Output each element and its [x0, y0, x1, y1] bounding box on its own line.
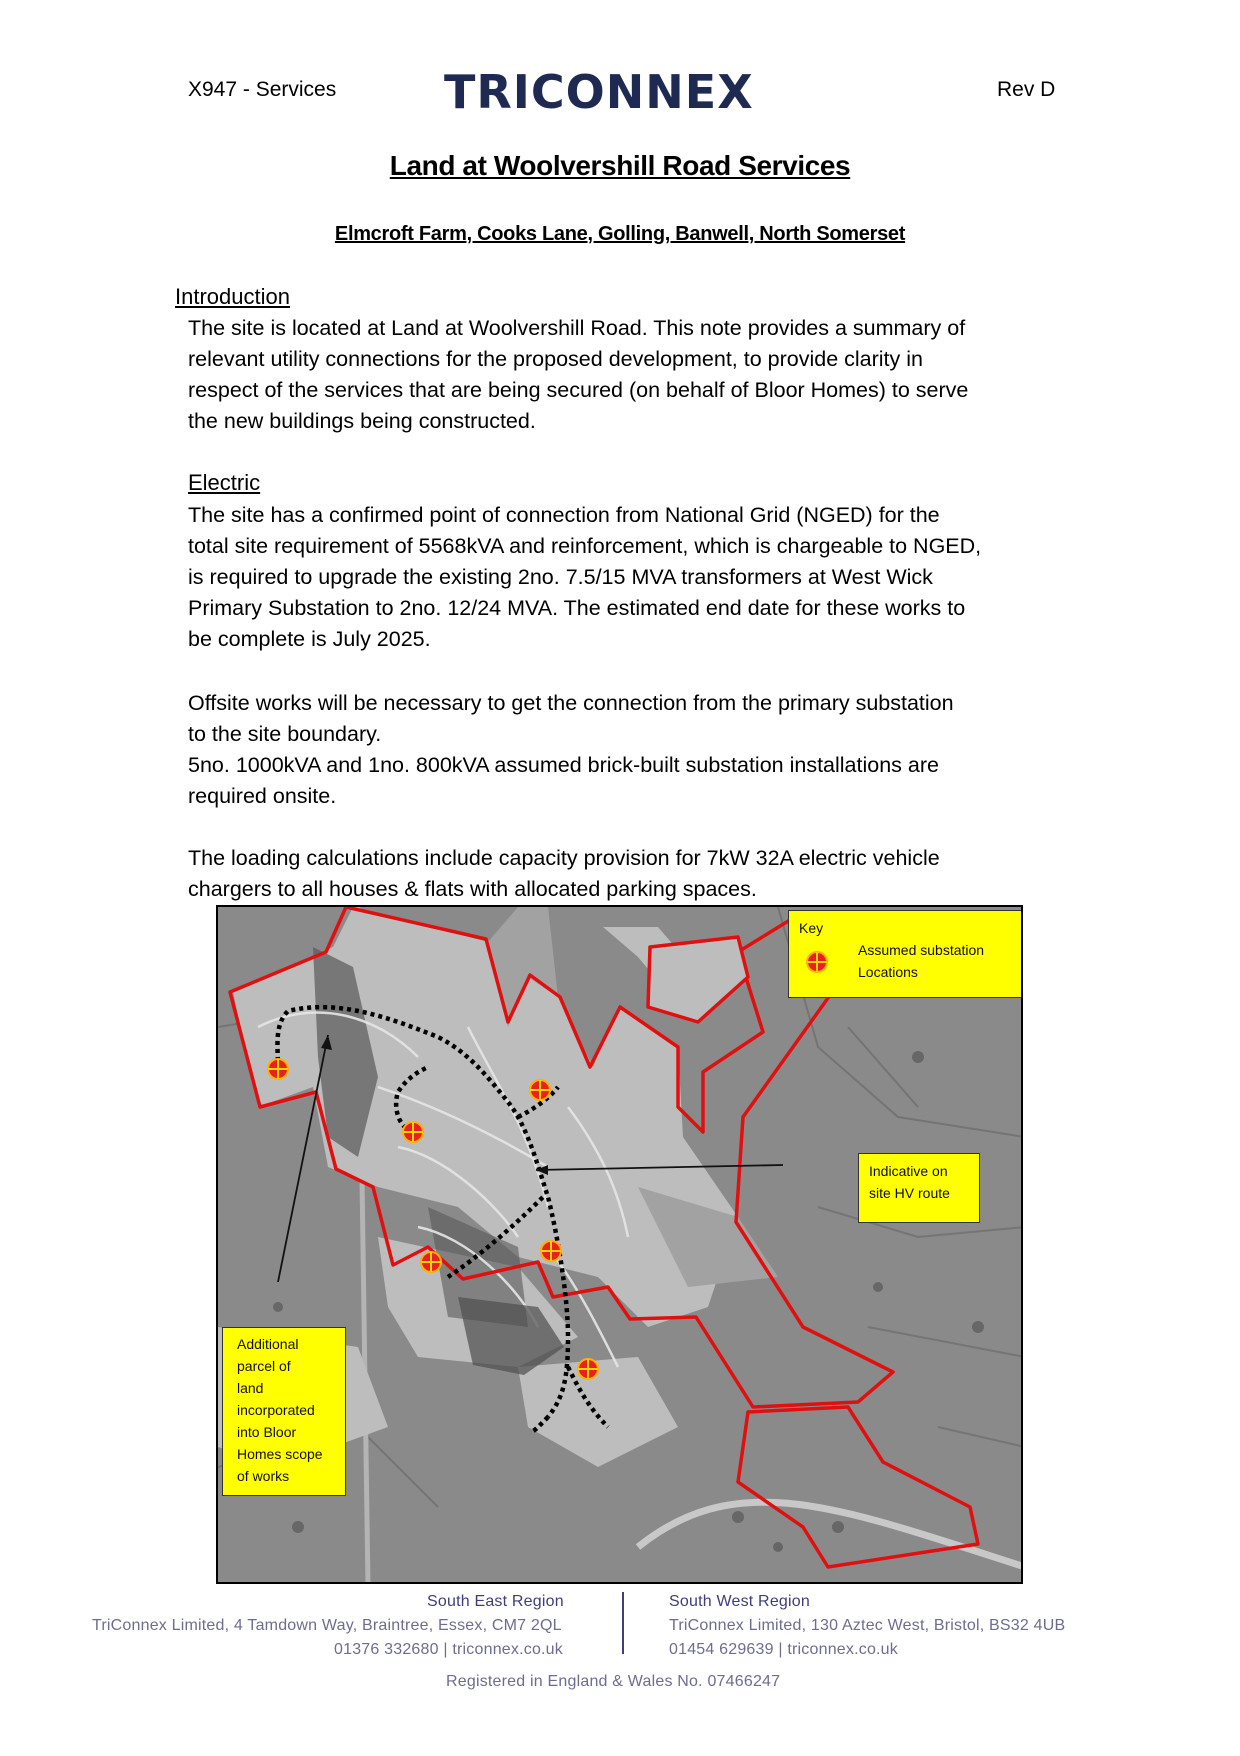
text-line: total site requirement of 5568kVA and reinforcement, which is chargeable to NGED, — [188, 534, 982, 558]
callout-line: land — [237, 1380, 264, 1396]
text-line: relevant utility connections for the proposed development, to provide clarity in — [188, 347, 923, 371]
callout-line: Homes scope — [237, 1446, 323, 1462]
text-line: Offsite works will be necessary to get the connection from the primary substation — [188, 691, 954, 715]
text-line: The site has a confirmed point of connection from National Grid (NGED) for the — [188, 503, 940, 527]
footer-sw-address: TriConnex Limited, 130 Aztec West, Bristol, BS32 4UB — [669, 1617, 1066, 1634]
footer-sw-contact[interactable]: 01454 629639 | triconnex.co.uk — [669, 1641, 898, 1658]
introduction-heading: Introduction — [175, 284, 290, 309]
callout-line: Additional — [237, 1336, 299, 1352]
introduction-paragraph — [188, 313, 1068, 437]
text-line: required onsite. — [188, 784, 337, 808]
page-subtitle: Elmcroft Farm, Cooks Lane, Golling, Banwell, North Somerset — [334, 223, 906, 245]
substation-icon — [530, 1080, 550, 1100]
text-line: Primary Substation to 2no. 12/24 MVA. The estimated end date for these works to — [188, 596, 966, 620]
callout-line: parcel of — [237, 1358, 291, 1374]
footer-se-contact[interactable]: 01376 332680 | triconnex.co.uk — [334, 1641, 563, 1658]
callout-line: incorporated — [237, 1402, 315, 1418]
hv-route-callout — [858, 1153, 980, 1223]
callout-line: into Bloor — [237, 1424, 297, 1440]
footer-divider — [622, 1592, 624, 1654]
key-label-line-2: Locations — [858, 964, 918, 980]
text-line: respect of the services that are being secured (on behalf of Bloor Homes) to serve — [188, 378, 969, 402]
text-line: is required to upgrade the existing 2no. 7.5/15 MVA transformers at West Wick — [188, 565, 933, 589]
footer-registration: Registered in England & Wales No. 07466247 — [446, 1673, 781, 1690]
substation-key-icon — [804, 949, 830, 975]
page-title: Land at Woolvershill Road Services — [389, 150, 851, 181]
substation-icon — [421, 1252, 441, 1272]
text-line: be complete is July 2025. — [188, 627, 431, 651]
footer-sw-region: South West Region — [669, 1593, 810, 1610]
callout-line: Indicative on — [869, 1163, 948, 1179]
callout-line: site HV route — [869, 1185, 950, 1201]
substation-icon — [403, 1122, 423, 1142]
site-services-map — [216, 905, 1023, 1584]
electric-paragraph-1 — [188, 500, 1068, 655]
triconnex-logo — [440, 62, 800, 126]
map-key — [788, 910, 1023, 998]
revision-label: Rev D — [997, 78, 1056, 101]
footer-se-region: South East Region — [427, 1593, 564, 1610]
document-reference: X947 - Services — [188, 78, 337, 101]
logo-wordmark: TRICONNEX — [444, 65, 754, 119]
substation-icon — [268, 1059, 288, 1079]
text-line: The loading calculations include capacity provision for 7kW 32A electric vehicle — [188, 846, 940, 870]
substation-icon — [578, 1359, 598, 1379]
text-line: the new buildings being constructed. — [188, 409, 536, 433]
key-label-line-1: Assumed substation — [858, 942, 985, 958]
electric-heading: Electric — [188, 470, 261, 495]
text-line: 5no. 1000kVA and 1no. 800kVA assumed brick-built substation installations are — [188, 753, 939, 777]
electric-paragraph-3 — [188, 750, 1068, 812]
text-line: chargers to all houses & flats with allocated parking spaces. — [188, 877, 757, 901]
footer-se-address: TriConnex Limited, 4 Tamdown Way, Braintree, Essex, CM7 2QL — [92, 1617, 562, 1634]
callout-line: of works — [237, 1468, 290, 1484]
text-line: The site is located at Land at Woolvershill Road. This note provides a summary of — [188, 316, 966, 340]
substation-icon — [541, 1241, 561, 1261]
key-title: Key — [799, 920, 824, 936]
electric-paragraph-2 — [188, 688, 1068, 750]
text-line: to the site boundary. — [188, 722, 382, 746]
additional-parcel-callout — [222, 1327, 346, 1496]
electric-paragraph-4 — [188, 843, 1068, 905]
